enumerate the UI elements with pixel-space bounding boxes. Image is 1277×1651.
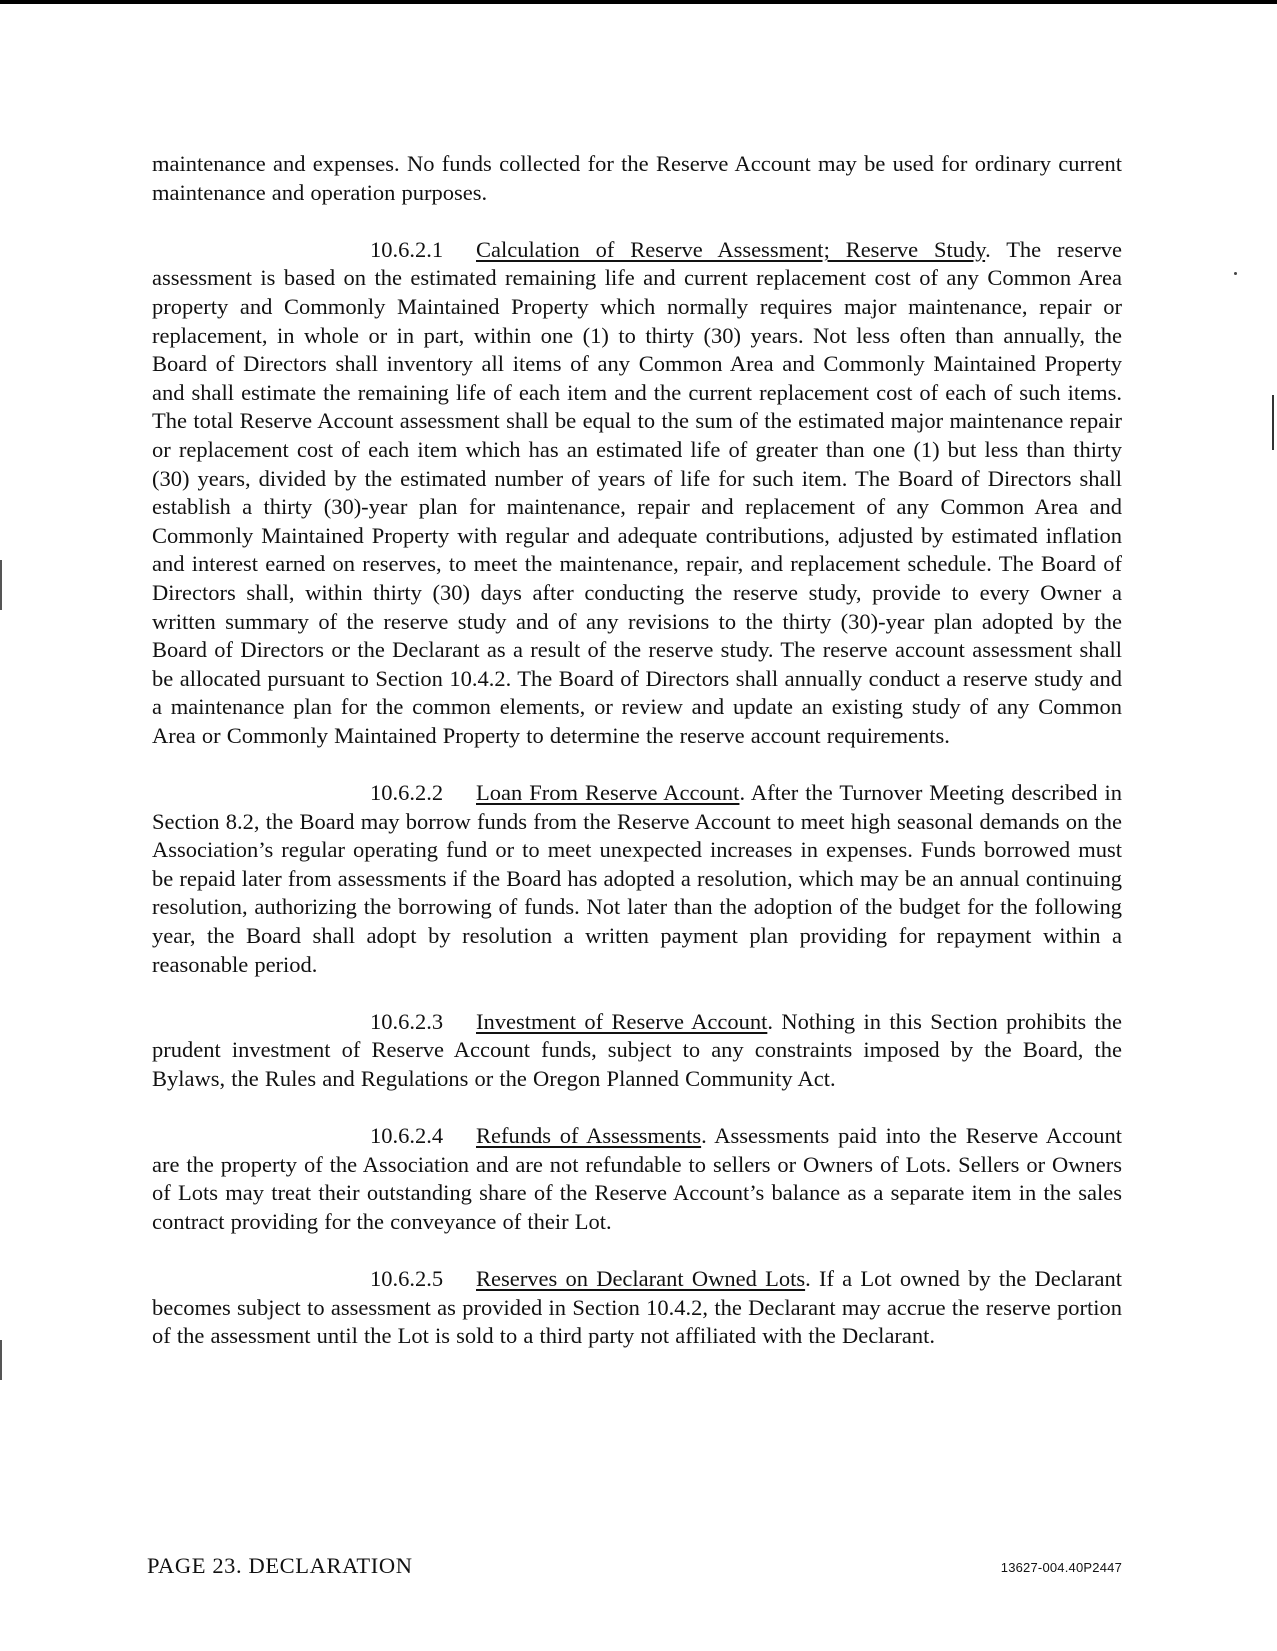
scan-dot-mark bbox=[1234, 272, 1237, 275]
section-body: After the Turnover Meeting described in Section 8.2, the Board may borrow funds from the Reserve Account to meet high seasonal demands on the Association’s regular operating fund or to meet unexpected increases in expenses. Funds borrowed must be repaid later from assessments if the Board has adopted a resolution, which may be an annual continuing resolution, authorizing the borrowing of funds. Not later than the adoption of the budget for the following year, the Board shall adopt by resolution a written payment plan providing for repayment within a reasonable period. bbox=[152, 780, 1122, 977]
section-number: 10.6.2.2 bbox=[370, 780, 444, 806]
section-10-6-2-2: 10.6.2.2 Loan From Reserve Account. After the Turnover Meeting described in Section 8.2, the Board may borrow funds from the Reserve Account to meet high seasonal demands on the Association’s regular operating fund or to meet unexpected increases in expenses. Funds borrowed must be repaid later from assessments if the Board has adopted a resolution, which may be an annual continuing resolution, authorizing the borrowing of funds. Not later than the adoption of the budget for the following year, the Board shall adopt by resolution a written payment plan providing for repayment within a reasonable period. bbox=[152, 780, 1122, 977]
scan-left-mark bbox=[0, 560, 2, 610]
scan-top-edge bbox=[0, 0, 1277, 4]
footer-doc-code: 13627-004.40P2447 bbox=[1000, 1560, 1122, 1575]
section-heading: Investment of Reserve Account bbox=[476, 1008, 768, 1034]
footer-page-label: PAGE 23. DECLARATION bbox=[147, 1553, 413, 1578]
section-10-6-2-4: 10.6.2.4 Refunds of Assessments. Assessments paid into the Reserve Account are the property of the Association and are not refundable to sellers or Owners of Lots. Sellers or Owners of Lots may treat their outstanding share of the Reserve Account’s balance as a separate item in the sales contract providing for the conveyance of their Lot. bbox=[152, 1123, 1122, 1234]
section-number: 10.6.2.1 bbox=[370, 236, 444, 262]
intro-paragraph: maintenance and expenses. No funds collected for the Reserve Account may be used for ordinary current maintenance and operation purposes. bbox=[152, 151, 1122, 205]
section-10-6-2-1: 10.6.2.1 Calculation of Reserve Assessment; Reserve Study. The reserve assessment is based on the estimated remaining life and current replacement cost of any Common Area property and Commonly Maintained Property which normally requires major maintenance, repair or replacement, in whole or in part, within one (1) to thirty (30) years. Not less often than annually, the Board of Directors shall inventory all items of any Common Area and Commonly Maintained Property and shall estimate the remaining life of each item and the current replacement cost of each of such items. The total Reserve Account assessment shall be equal to the sum of the estimated major maintenance repair or replacement cost of each item which has an estimated life of greater than one (1) but less than thirty (30) years, divided by the estimated number of years of life for such item. The Board of Directors shall establish a thirty (30)-year plan for maintenance, repair and replacement of any Common Area and Commonly Maintained Property with regular and adequate contributions, adjusted by estimated inflation and interest earned on reserves, to meet the maintenance, repair, and replacement schedule. The Board of Directors shall, within thirty (30) days after conducting the reserve study, provide to every Owner a written summary of the reserve study and of any revisions to the thirty (30)-year plan adopted by the Board of Directors or the Declarant as a result of the reserve study. The reserve account assessment shall be allocated pursuant to Section 10.4.2. The Board of Directors shall annually conduct a reserve study and a maintenance plan for the common elements, or review and update an existing study of any Common Area or Commonly Maintained Property to determine the reserve account requirements. bbox=[152, 236, 1122, 748]
section-number: 10.6.2.3 bbox=[370, 1008, 444, 1034]
section-heading: Refunds of Assessments bbox=[476, 1123, 702, 1149]
section-10-6-2-3: 10.6.2.3 Investment of Reserve Account. Nothing in this Section prohibits the prudent investment of Reserve Account funds, subject to any constraints imposed by the Board, the Bylaws, the Rules and Regulations or the Oregon Planned Community Act. bbox=[152, 1008, 1123, 1091]
section-heading: Calculation of Reserve Assessment; Reserve Study bbox=[476, 236, 986, 262]
section-number: 10.6.2.5 bbox=[370, 1266, 444, 1292]
section-heading: Reserves on Declarant Owned Lots bbox=[476, 1266, 806, 1292]
section-heading: Loan From Reserve Account bbox=[476, 780, 740, 806]
section-body: The reserve assessment is based on the estimated remaining life and current replacement cost of any Common Area property and Commonly Maintained Property which normally requires major maintenance, repair or replacement, in whole or in part, within one (1) to thirty (30) years. Not less often than annually, the Board of Directors shall inventory all items of any Common Area and Commonly Maintained Property and shall estimate the remaining life of each item and the current replacement cost of each of such items. The total Reserve Account assessment shall be equal to the sum of the estimated major maintenance repair or replacement cost of each item which has an estimated life of greater than one (1) but less than thirty (30) years, divided by the estimated number of years of life for such item. The Board of Directors shall establish a thirty (30)-year plan for maintenance, repair and replacement of any Common Area and Commonly Maintained Property with regular and adequate contributions, adjusted by estimated inflation and interest earned on reserves, to meet the maintenance, repair, and replacement schedule. The Board of Directors shall, within thirty (30) days after conducting the reserve study, provide to every Owner a written summary of the reserve study and of any revisions to the thirty (30)-year plan adopted by the Board of Directors or the Declarant as a result of the reserve study. The reserve account assessment shall be allocated pursuant to Section 10.4.2. The Board of Directors shall annually conduct a reserve study and a maintenance plan for the common elements, or review and update an existing study of any Common Area or Commonly Maintained Property to determine the reserve account requirements. bbox=[152, 236, 1122, 748]
scan-left-mark bbox=[0, 1340, 2, 1380]
scan-right-mark bbox=[1272, 395, 1274, 450]
section-number: 10.6.2.4 bbox=[370, 1123, 444, 1149]
section-body: Assessments paid into the Reserve Account are the property of the Association and are not refundable to sellers or Owners of Lots. Sellers or Owners of Lots may treat their outstanding share of the Reserve Account’s balance as a separate item in the sales contract providing for the conveyance of their Lot. bbox=[152, 1123, 1122, 1234]
section-body: If a Lot owned by the Declarant becomes subject to assessment as provided in Section 10.4.2, the Declarant may accrue the reserve portion of the assessment until the Lot is sold to a third party not affiliated with the Declarant. bbox=[152, 1266, 1122, 1349]
document-body bbox=[152, 150, 1122, 1380]
section-10-6-2-5: 10.6.2.5 Reserves on Declarant Owned Lots. If a Lot owned by the Declarant becomes subject to assessment as provided in Section 10.4.2, the Declarant may accrue the reserve portion of the assessment until the Lot is sold to a third party not affiliated with the Declarant. bbox=[152, 1266, 1122, 1349]
section-body: Nothing in this Section prohibits the prudent investment of Reserve Account funds, subject to any constraints imposed by the Board, the Bylaws, the Rules and Regulations or the Oregon Planned Community Act. bbox=[152, 1008, 1123, 1091]
